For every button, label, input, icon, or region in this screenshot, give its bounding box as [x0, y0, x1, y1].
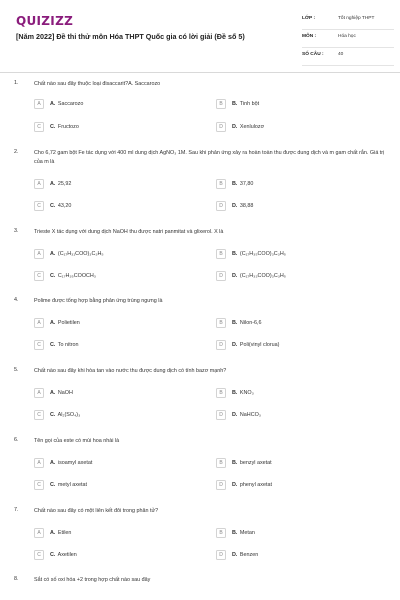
meta-value: Tốt nghiệp THPT [338, 16, 375, 21]
option-a[interactable] [34, 527, 202, 539]
option-text: D. 38,88 [232, 203, 254, 209]
question-number: 2. [14, 149, 19, 155]
option-letter: B [216, 99, 226, 109]
option-letter: C [34, 550, 44, 560]
option-b[interactable] [216, 248, 384, 260]
question-number: 4. [14, 297, 19, 303]
option-text: D. phenyl axetat [232, 482, 272, 488]
question-number: 3. [14, 228, 19, 234]
option-letter: B [216, 388, 226, 398]
option-a[interactable] [34, 248, 202, 260]
option-letter: C [34, 271, 44, 281]
option-text: C. Al₂(SO₄)₃ [50, 412, 81, 418]
option-d[interactable] [216, 270, 384, 282]
option-text: A. Etilen [50, 530, 72, 536]
option-text: A. NaOH [50, 390, 73, 396]
option-b[interactable] [216, 457, 384, 469]
option-a[interactable] [34, 457, 202, 469]
question-number: 5. [14, 367, 19, 373]
option-letter: A [34, 179, 44, 189]
document-title: [Năm 2022] Đề thi thử môn Hóa THPT Quốc gia có lời giải (Đề số 5) [16, 32, 245, 41]
option-c[interactable] [34, 200, 202, 212]
option-text: C. Fructozo [50, 124, 79, 130]
question-text: Chất nào sau đây có một liên kết đôi trong phân tử? [34, 508, 159, 514]
option-letter: C [34, 410, 44, 420]
option-text: C. C₁₇H₃₅COOCH₃ [50, 273, 96, 279]
meta-value: Hóa học [338, 34, 356, 39]
option-letter: A [34, 249, 44, 259]
option-text: C. Axetilen [50, 552, 77, 558]
question-number: 8. [14, 576, 19, 582]
option-b[interactable] [216, 178, 384, 190]
option-text: B. KNO₃ [232, 390, 254, 396]
option-text: D. Poli(vinyl clorua) [232, 342, 280, 348]
quizizz-logo: QUIZIZZ [16, 14, 74, 28]
option-text: A. Polietilen [50, 320, 80, 326]
option-text: B. (C₁₇H₃₅COO)₃C₃H₅ [232, 251, 286, 257]
option-text: C. metyl axetat [50, 482, 87, 488]
meta-row-subject [302, 32, 394, 48]
option-b[interactable] [216, 98, 384, 110]
option-b[interactable] [216, 387, 384, 399]
option-letter: B [216, 249, 226, 259]
option-d[interactable] [216, 479, 384, 491]
option-text: B. 37,80 [232, 181, 254, 187]
option-text: B. Tinh bột [232, 101, 260, 107]
option-letter: A [34, 528, 44, 538]
meta-key: MÔN : [302, 34, 317, 39]
option-text: B. Nilon-6,6 [232, 320, 262, 326]
option-letter: D [216, 271, 226, 281]
option-letter: B [216, 318, 226, 328]
option-text: A. (C₁₇H₃₁COO)₃C₃H₅ [50, 251, 104, 257]
question-text: Sắt có số oxi hóa +2 trong hợp chất nào sau đây [34, 577, 151, 583]
option-letter: D [216, 480, 226, 490]
option-letter: B [216, 528, 226, 538]
option-letter: D [216, 201, 226, 211]
option-letter: C [34, 201, 44, 211]
option-text: C. To nitron [50, 342, 79, 348]
option-c[interactable] [34, 270, 202, 282]
meta-row-count [302, 50, 394, 66]
option-text: A. Saccarozo [50, 101, 84, 107]
question-text: Chất nào sau đây thuộc loại đisaccarit?A. Saccarozo [34, 81, 161, 87]
option-letter: D [216, 340, 226, 350]
question-number: 7. [14, 507, 19, 513]
option-text: B. Metan [232, 530, 255, 536]
option-letter: D [216, 550, 226, 560]
option-c[interactable] [34, 121, 202, 133]
option-d[interactable] [216, 339, 384, 351]
option-letter: B [216, 179, 226, 189]
option-a[interactable] [34, 98, 202, 110]
option-a[interactable] [34, 387, 202, 399]
option-text: D. Benzen [232, 552, 259, 558]
question-text: Tên gọi của este có mùi hoa nhài là [34, 438, 120, 444]
option-c[interactable] [34, 409, 202, 421]
option-letter: C [34, 122, 44, 132]
option-c[interactable] [34, 479, 202, 491]
option-b[interactable] [216, 317, 384, 329]
question-text: Cho 6,72 gam bột Fe tác dụng với 400 ml dung dịch AgNO₃ 1M. Sau khi phản ứng xảy ra hoàn toàn thu được dung dịch và m gam chất rắn. Giá trị của m là [34, 150, 385, 165]
option-b[interactable] [216, 527, 384, 539]
meta-key: LỚP : [302, 16, 316, 21]
option-c[interactable] [34, 339, 202, 351]
option-text: C. 43,20 [50, 203, 72, 209]
option-letter: A [34, 318, 44, 328]
header-divider [0, 72, 400, 73]
option-d[interactable] [216, 409, 384, 421]
option-c[interactable] [34, 549, 202, 561]
option-a[interactable] [34, 317, 202, 329]
option-d[interactable] [216, 121, 384, 133]
option-text: A. 25,92 [50, 181, 72, 187]
meta-value: 40 [338, 52, 344, 57]
page-header [0, 0, 400, 72]
option-text: B. benzyl axetat [232, 460, 272, 466]
option-letter: D [216, 410, 226, 420]
meta-key: SỐ CÂU : [302, 52, 324, 57]
option-letter: A [34, 99, 44, 109]
meta-row-class [302, 14, 394, 30]
option-text: D. NaHCO₃ [232, 412, 261, 418]
option-letter: A [34, 458, 44, 468]
option-letter: C [34, 340, 44, 350]
option-letter: D [216, 122, 226, 132]
option-letter: C [34, 480, 44, 490]
option-text: D. Xenlulozơ [232, 124, 265, 130]
option-text: A. isoamyl axetat [50, 460, 93, 466]
question-text: Trieste X tác dụng với dung dịch NaOH thu được natri panmitat và glixerol. X là [34, 229, 224, 235]
option-letter: A [34, 388, 44, 398]
question-number: 6. [14, 437, 19, 443]
question-text: Chất nào sau đây khi hòa tan vào nước thu được dung dịch có tính bazơ mạnh? [34, 368, 227, 374]
meta-table [302, 14, 394, 68]
question-number: 1. [14, 80, 19, 86]
option-text: D. (C₁₇H₃₃COO)₃C₃H₅ [232, 273, 286, 279]
option-a[interactable] [34, 178, 202, 190]
option-d[interactable] [216, 549, 384, 561]
option-d[interactable] [216, 200, 384, 212]
question-text: Polime được tổng hợp bằng phản ứng trùng ngưng là [34, 298, 163, 304]
option-letter: B [216, 458, 226, 468]
